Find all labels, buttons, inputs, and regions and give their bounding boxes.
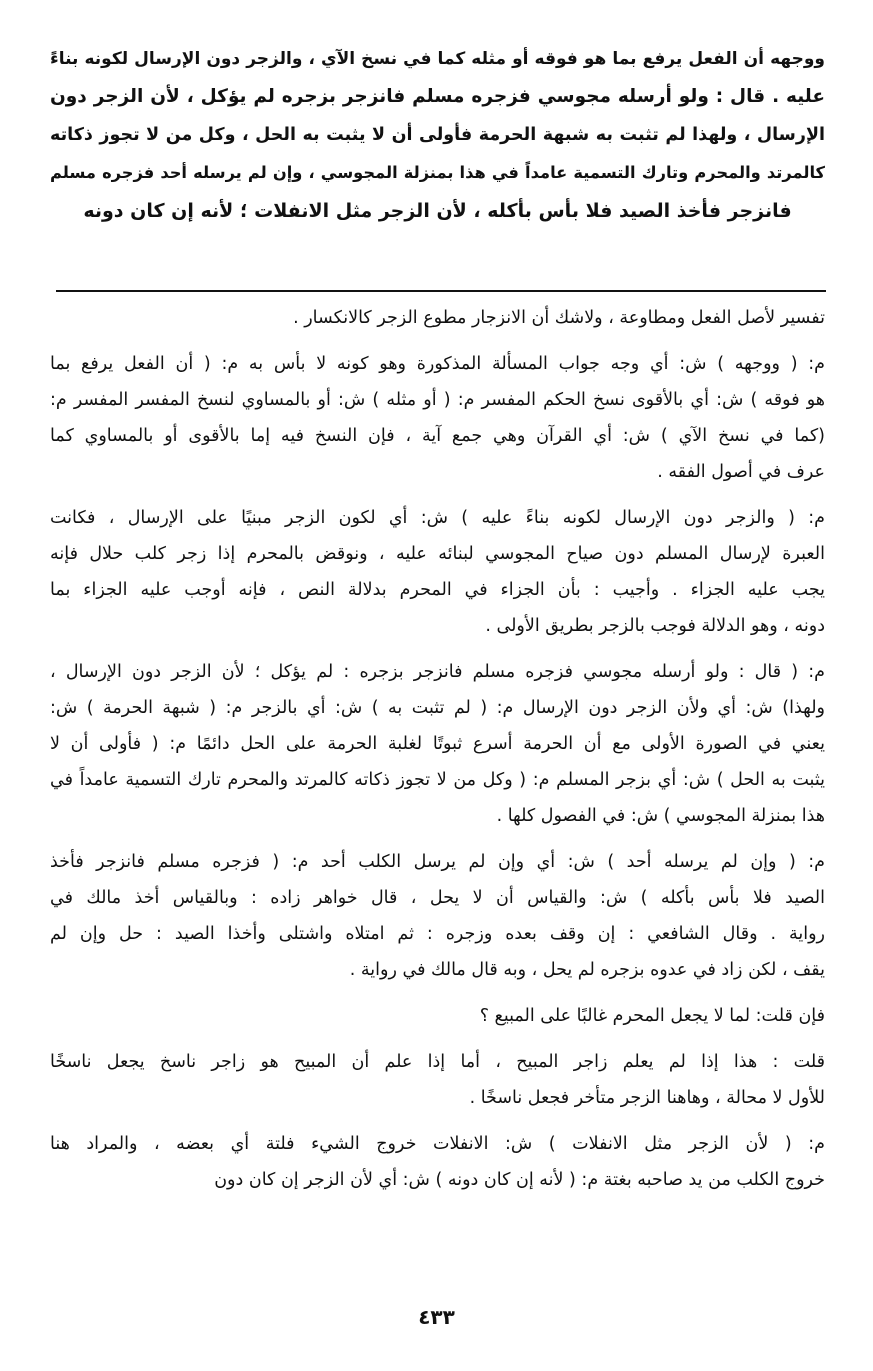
commentary-paragraph	[50, 654, 825, 834]
commentary-line: رواية . وقال الشافعي : إن وقف بعده وزجره : ثم امتلاه واشتلى وأخذا الصيد : حل وإن لم	[50, 924, 825, 944]
commentary-line: يعني في الصورة الأولى مع أن الحرمة أسرع ثبوتًا لغلبة الحرمة على الحل دائمًا م: ( فأولى أن لا	[50, 734, 825, 754]
commentary-line: (كما في نسخ الآي ) ش: أي القرآن وهي جمع آية ، فإن النسخ فيه إما بالأقوى أو بالمساوي كما	[50, 426, 825, 446]
commentary-line: فإن قلت: لما لا يجعل المحرم غالبًا على المبيع ؟	[479, 1006, 825, 1026]
commentary-line: خروج الكلب من يد صاحبه بغتة م: ( لأنه إن كان دونه ) ش: أي لأن الزجر إن كان دون	[214, 1170, 825, 1190]
main-text-line: الإرسال ، ولهذا لم تثبت به شبهة الحرمة فأولى أن لا يثبت به الحل ، وكل من لا تجوز ذكاته	[50, 125, 825, 145]
commentary-paragraph	[50, 998, 825, 1034]
commentary-line: العبرة لإرسال المسلم دون صياح المجوسي لبنائه عليه ، ونوقض بالمحرم إذا زجر كلب حلال فإنه	[50, 544, 825, 564]
commentary-paragraph	[50, 844, 825, 988]
commentary-line: يجب عليه الجزاء . وأجيب : بأن الجزاء في المحرم بدلالة النص ، فإنه أوجب عليه الجزاء بما	[50, 580, 825, 600]
commentary-line: ولهذا) ش: أي ولأن الزجر دون الإرسال م: ( لم تثبت به ) ش: أي بالزجر م: ( شبهة الحرمة ) ش:	[50, 698, 825, 718]
commentary-line: تفسير لأصل الفعل ومطاوعة ، ولاشك أن الانزجار مطوع الزجر كالانكسار .	[293, 308, 825, 328]
commentary-line: م: ( قال : ولو أرسله مجوسي فزجره مسلم فانزجر بزجره : لم يؤكل ؛ لأن الزجر دون الإرسال ،	[50, 662, 825, 682]
commentary-paragraph	[50, 1044, 825, 1116]
main-text-line: ووجهه أن الفعل يرفع بما هو فوقه أو مثله كما في نسخ الآي ، والزجر دون الإرسال لكونه بناءً	[50, 49, 825, 69]
commentary-paragraph	[50, 1126, 825, 1198]
main-text-line: كالمرتد والمحرم وتارك التسمية عامداً في هذا بمنزلة المجوسي ، وإن لم يرسله أحد فزجره مسلم	[50, 163, 825, 182]
commentary-paragraph	[50, 300, 825, 336]
commentary-line: قلت : هذا إذا لم يعلم زاجر المبيح ، أما إذا علم أن المبيح هو زاجر ناسخ يجعل ناسخًا	[50, 1052, 825, 1072]
commentary-block	[50, 300, 825, 1208]
main-text-line: فانزجر فأخذ الصيد فلا بأس بأكله ، لأن الزجر مثل الانفلات ؛ لأنه إن كان دونه	[83, 200, 792, 222]
commentary-paragraph	[50, 346, 825, 490]
main-text-block	[50, 40, 825, 230]
commentary-line: يقف ، لكن زاد في عدوه بزجره لم يحل ، وبه قال مالك في رواية .	[349, 960, 825, 980]
commentary-line: يثبت به الحل ) ش: أي بزجر المسلم م: ( وكل من لا تجوز ذكاته كالمرتد والمحرم تارك التسمية عامداً في	[50, 770, 825, 790]
commentary-line: م: ( والزجر دون الإرسال لكونه بناءً عليه ) ش: أي لكون الزجر مبنيًا على الإرسال ، فكانت	[50, 508, 825, 528]
commentary-line: للأول لا محالة ، وهاهنا الزجر متأخر فجعل ناسخًا .	[469, 1088, 825, 1108]
commentary-paragraph	[50, 500, 825, 644]
commentary-line: عرف في أصول الفقه .	[657, 462, 825, 482]
separator-line	[56, 290, 826, 292]
commentary-line: هو فوقه ) ش: أي بالأقوى نسخ الحكم المفسر م: ( أو مثله ) ش: أو بالمساوي لنسخ المفسر المفسر م:	[50, 390, 825, 410]
commentary-line: م: ( ووجهه ) ش: أي وجه جواب المسألة المذكورة وهو كونه لا بأس به م: ( أن الفعل يرفع بما	[50, 354, 825, 374]
main-text-line: عليه . قال : ولو أرسله مجوسي فزجره مسلم فانزجر بزجره لم يؤكل ، لأن الزجر دون	[50, 86, 825, 107]
commentary-line: دونه ، وهو الدلالة فوجب بالزجر بطريق الأولى .	[485, 616, 825, 636]
commentary-line: م: ( لأن الزجر مثل الانفلات ) ش: الانفلات خروج الشيء فلتة أي بعضه ، والمراد هنا	[50, 1134, 825, 1154]
commentary-line: الصيد فلا بأس بأكله ) ش: والقياس أن لا يحل ، قال خواهر زاده : وبالقياس أخذ مالك في	[50, 888, 825, 908]
page-number: ٤٣٣	[418, 1305, 455, 1329]
commentary-line: م: ( وإن لم يرسله أحد ) ش: أي وإن لم يرسل الكلب أحد م: ( فزجره مسلم فانزجر فأخذ	[50, 852, 825, 872]
commentary-line: هذا بمنزلة المجوسي ) ش: في الفصول كلها .	[496, 806, 825, 826]
